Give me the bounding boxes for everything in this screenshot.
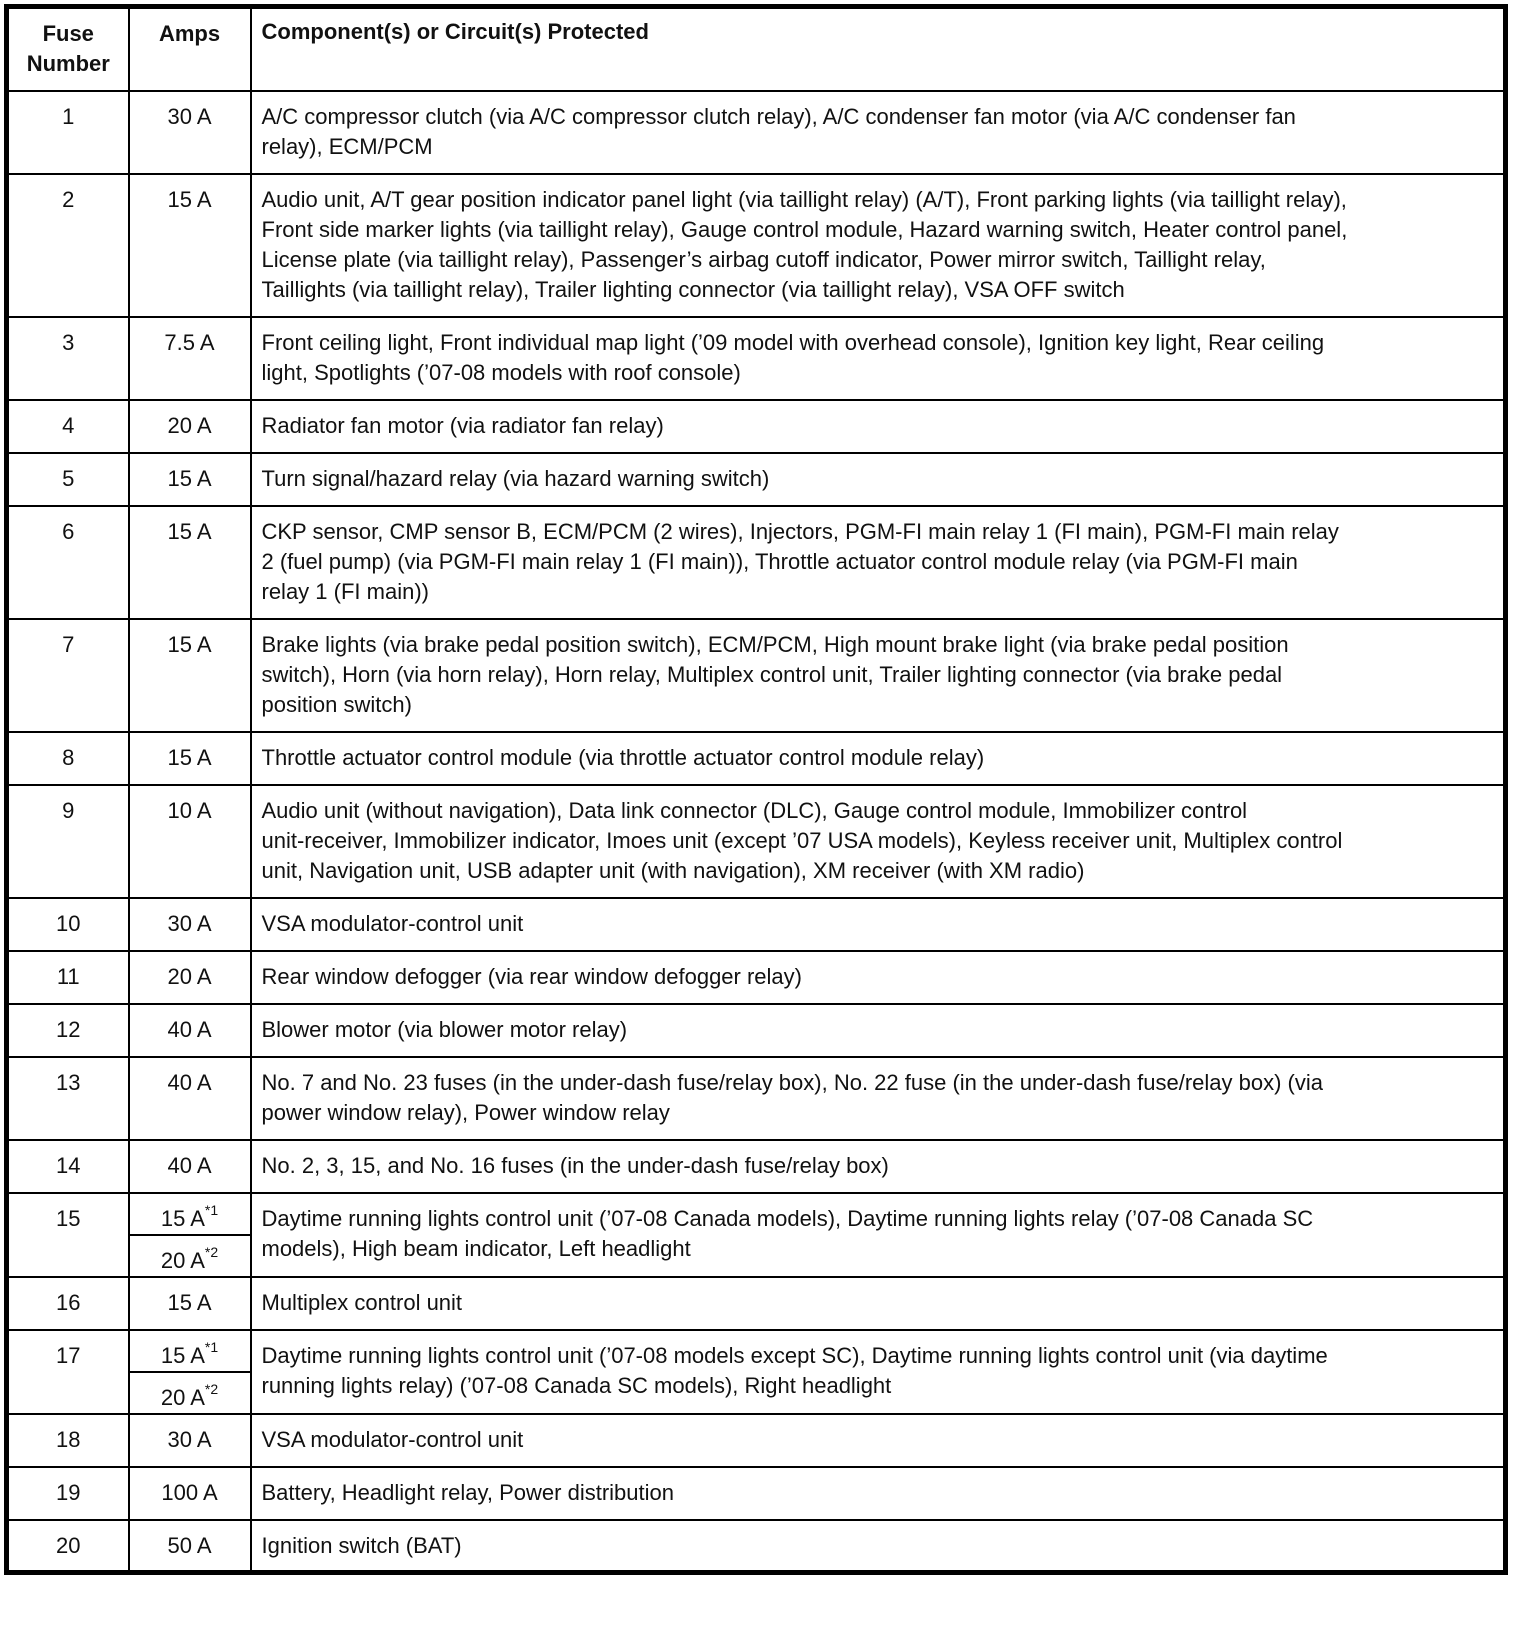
components-line: Taillights (via taillight relay), Trailer lighting connector (via taillight relay), VSA OFF switch: [261, 276, 1125, 302]
amps-value: 20 A: [160, 1247, 205, 1273]
fuse-number-cell: 13: [7, 1057, 129, 1140]
header-row: [7, 7, 1506, 91]
components-line: CKP sensor, CMP sensor B, ECM/PCM (2 wires), Injectors, PGM-FI main relay 1 (FI main), PGM-FI main relay: [261, 518, 1339, 544]
components-cell: [251, 785, 1506, 898]
fuse-number-cell: 15: [7, 1193, 129, 1277]
table-row: [7, 951, 1506, 1004]
fuse-number-cell: 17: [7, 1330, 129, 1414]
amps-value: 30 A: [167, 103, 212, 129]
components-line: Brake lights (via brake pedal position switch), ECM/PCM, High mount brake light (via brake pedal position: [261, 631, 1289, 657]
amps-cell: [129, 1372, 251, 1414]
amps-cell: [129, 400, 251, 453]
amps-value: 100 A: [161, 1479, 218, 1505]
amps-cell: [129, 1330, 251, 1372]
components-cell: [251, 1467, 1506, 1520]
components-cell: [251, 506, 1506, 619]
fuse-number-cell: 11: [7, 951, 129, 1004]
amps-cell: [129, 1414, 251, 1467]
components-line: Daytime running lights control unit (’07-08 Canada models), Daytime running lights relay (’07-08 Canada SC: [261, 1205, 1314, 1231]
components-line: No. 2, 3, 15, and No. 16 fuses (in the under-dash fuse/relay box): [261, 1152, 889, 1178]
amps-cell: [129, 898, 251, 951]
components-cell: [251, 1414, 1506, 1467]
fuse-number-cell: 20: [7, 1520, 129, 1573]
components-line: License plate (via taillight relay), Passenger’s airbag cutoff indicator, Power mirror switch, Taillight relay,: [261, 246, 1266, 272]
amps-cell: [129, 91, 251, 174]
amps-value: 15 A: [167, 186, 212, 212]
components-line: switch), Horn (via horn relay), Horn relay, Multiplex control unit, Trailer lighting connector (via brake pedal: [261, 661, 1283, 687]
amps-cell: [129, 1057, 251, 1140]
components-cell: [251, 317, 1506, 400]
components-line: No. 7 and No. 23 fuses (in the under-dash fuse/relay box), No. 22 fuse (in the under-dash fuse/relay box) (via: [261, 1069, 1323, 1095]
fuse-number-cell: 5: [7, 453, 129, 506]
amps-value: 15 A: [167, 465, 212, 491]
table-row: [7, 898, 1506, 951]
amps-cell: [129, 732, 251, 785]
components-cell: [251, 1004, 1506, 1057]
components-line: Throttle actuator control module (via throttle actuator control module relay): [261, 744, 985, 770]
components-line: Audio unit, A/T gear position indicator panel light (via taillight relay) (A/T), Front parking lights (via taillight relay),: [261, 186, 1347, 212]
amps-value: 15 A: [167, 631, 212, 657]
table-row: [7, 506, 1506, 619]
header-components: Component(s) or Circuit(s) Protected: [251, 7, 1506, 91]
fuse-number-cell: 7: [7, 619, 129, 732]
amps-footnote: *1: [204, 1202, 219, 1219]
amps-value: 40 A: [167, 1069, 212, 1095]
components-line: VSA modulator-control unit: [261, 1426, 524, 1452]
components-line: Blower motor (via blower motor relay): [261, 1016, 628, 1042]
amps-cell: [129, 1467, 251, 1520]
header-number-line: Number: [26, 51, 110, 76]
amps-value: 30 A: [167, 1426, 212, 1452]
components-line: light, Spotlights (’07-08 models with roof console): [261, 359, 741, 385]
amps-cell: [129, 453, 251, 506]
header-amps: Amps: [129, 7, 251, 91]
components-cell: [251, 1057, 1506, 1140]
components-line: running lights relay) (’07-08 Canada SC models), Right headlight: [261, 1372, 892, 1398]
components-line: Turn signal/hazard relay (via hazard warning switch): [261, 465, 770, 491]
table-row: [7, 1140, 1506, 1193]
table-row: [7, 91, 1506, 174]
amps-cell: [129, 1193, 251, 1235]
header-fuse-line: Fuse: [42, 21, 94, 46]
components-cell: [251, 1330, 1506, 1414]
fuse-number-cell: 4: [7, 400, 129, 453]
table-row: [7, 619, 1506, 732]
table-row: [7, 732, 1506, 785]
amps-cell: [129, 506, 251, 619]
amps-cell: [129, 1140, 251, 1193]
components-cell: [251, 1277, 1506, 1330]
amps-value: 15 A: [167, 1289, 212, 1315]
components-cell: [251, 732, 1506, 785]
components-cell: [251, 400, 1506, 453]
amps-cell: [129, 317, 251, 400]
fuse-number-cell: 1: [7, 91, 129, 174]
amps-cell: [129, 1520, 251, 1573]
amps-value: 20 A: [160, 1384, 205, 1410]
components-cell: [251, 898, 1506, 951]
fuse-number-cell: 12: [7, 1004, 129, 1057]
fuse-number-cell: 10: [7, 898, 129, 951]
amps-value: 10 A: [167, 797, 212, 823]
components-line: relay 1 (FI main)): [261, 578, 429, 604]
fuse-number-cell: 14: [7, 1140, 129, 1193]
table-row: [7, 785, 1506, 898]
components-cell: [251, 453, 1506, 506]
table-row: [7, 1057, 1506, 1140]
components-line: Rear window defogger (via rear window defogger relay): [261, 963, 802, 989]
amps-value: 15 A: [167, 518, 212, 544]
amps-footnote: *1: [204, 1339, 219, 1356]
amps-cell: [129, 619, 251, 732]
table-row: [7, 1277, 1506, 1330]
components-line: Front ceiling light, Front individual map light (’09 model with overhead console), Ignition key light, Rear ceiling: [261, 329, 1325, 355]
components-line: Front side marker lights (via taillight relay), Gauge control module, Hazard warning switch, Heater control panel,: [261, 216, 1348, 242]
fuse-number-cell: 2: [7, 174, 129, 317]
components-cell: [251, 1140, 1506, 1193]
components-line: A/C compressor clutch (via A/C compressor clutch relay), A/C condenser fan motor (via A/C condenser fan: [261, 103, 1296, 129]
table-row: [7, 1467, 1506, 1520]
amps-value: 15 A: [167, 744, 212, 770]
components-line: models), High beam indicator, Left headlight: [261, 1235, 691, 1261]
amps-footnote: *2: [204, 1381, 219, 1398]
components-line: Ignition switch (BAT): [261, 1532, 462, 1558]
amps-value: 50 A: [167, 1532, 212, 1558]
amps-footnote: *2: [204, 1244, 219, 1261]
fuse-number-cell: 16: [7, 1277, 129, 1330]
amps-value: 15 A: [160, 1342, 205, 1368]
components-line: position switch): [261, 691, 412, 717]
fuse-table: [4, 4, 1508, 1575]
components-cell: [251, 1520, 1506, 1573]
amps-value: 15 A: [160, 1205, 205, 1231]
table-row: [7, 400, 1506, 453]
table-row: [7, 453, 1506, 506]
table-row: [7, 174, 1506, 317]
components-line: Multiplex control unit: [261, 1289, 463, 1315]
components-line: VSA modulator-control unit: [261, 910, 524, 936]
header-fuse-number: [7, 7, 129, 91]
components-line: 2 (fuel pump) (via PGM-FI main relay 1 (FI main)), Throttle actuator control module relay (via PGM-FI main: [261, 548, 1298, 574]
components-line: Audio unit (without navigation), Data link connector (DLC), Gauge control module, Immobilizer control: [261, 797, 1248, 823]
amps-cell: [129, 951, 251, 1004]
amps-cell: [129, 174, 251, 317]
amps-value: 7.5 A: [164, 329, 215, 355]
table-row: [7, 1004, 1506, 1057]
components-cell: [251, 1193, 1506, 1277]
components-line: relay), ECM/PCM: [261, 133, 433, 159]
table-row: [7, 1193, 1506, 1235]
components-line: unit, Navigation unit, USB adapter unit (with navigation), XM receiver (with XM radio): [261, 857, 1085, 883]
fuse-number-cell: 18: [7, 1414, 129, 1467]
amps-value: 40 A: [167, 1016, 212, 1042]
components-line: Daytime running lights control unit (’07-08 models except SC), Daytime running lights control unit (via daytime: [261, 1342, 1328, 1368]
components-line: Radiator fan motor (via radiator fan relay): [261, 412, 664, 438]
fuse-number-cell: 9: [7, 785, 129, 898]
fuse-number-cell: 8: [7, 732, 129, 785]
amps-cell: [129, 1235, 251, 1277]
amps-cell: [129, 1004, 251, 1057]
components-line: power window relay), Power window relay: [261, 1099, 670, 1125]
table-row: [7, 317, 1506, 400]
amps-value: 20 A: [167, 963, 212, 989]
table-row: [7, 1414, 1506, 1467]
table-row: [7, 1330, 1506, 1372]
table-row: [7, 1520, 1506, 1573]
amps-value: 40 A: [167, 1152, 212, 1178]
amps-cell: [129, 1277, 251, 1330]
amps-value: 20 A: [167, 412, 212, 438]
components-line: unit-receiver, Immobilizer indicator, Imoes unit (except ’07 USA models), Keyless receiver unit, Multiplex control: [261, 827, 1343, 853]
components-line: Battery, Headlight relay, Power distribution: [261, 1479, 674, 1505]
components-cell: [251, 619, 1506, 732]
fuse-number-cell: 3: [7, 317, 129, 400]
fuse-number-cell: 19: [7, 1467, 129, 1520]
components-cell: [251, 174, 1506, 317]
fuse-number-cell: 6: [7, 506, 129, 619]
amps-value: 30 A: [167, 910, 212, 936]
components-cell: [251, 91, 1506, 174]
amps-cell: [129, 785, 251, 898]
components-cell: [251, 951, 1506, 1004]
